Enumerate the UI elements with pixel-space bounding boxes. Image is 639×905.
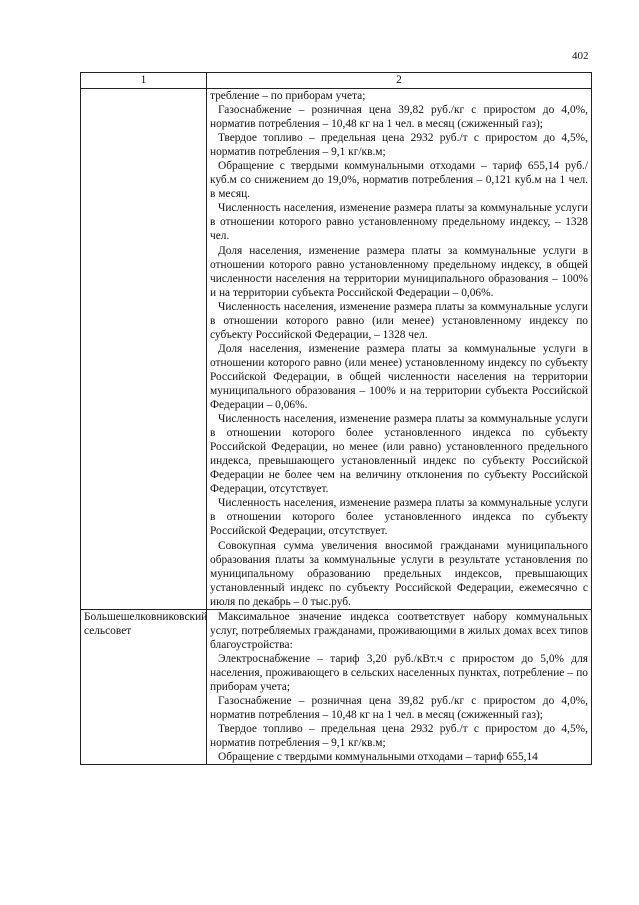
paragraph: Доля населения, изменение размера платы за коммунальные услуги в отношении которого равно установленному предельному индексу, в общей численности населения на территории муниципального образования – 100% и на территории субъекта Российской Федерации – 0,06%. [210,244,588,299]
table-row [81,89,592,610]
page-number: 402 [572,50,589,62]
paragraph: Совокупная сумма увеличения вносимой гражданами муниципального образования платы за коммунальные услуги в результате установления по муниципальному образованию предельных индексов, превышающих установленный индекс по субъекту Российской Федерации, ежемесячно с июля по декабрь – 0 тыс.руб. [210,539,588,608]
subdivision-name-cell [81,89,207,610]
table-header-row [81,73,592,89]
paragraph: Обращение с твердыми коммунальными отходами – тариф 655,14 руб./куб.м со снижением до 19,0%, норматив потребления – 0,121 куб.м на 1 чел. в месяц. [210,160,588,201]
paragraph: Численность населения, изменение размера платы за коммунальные услуги в отношении которого более установленного индекса по субъекту Российской Федерации, но менее (или равно) установленного предельного индекса, превышающего установленный индекс по субъекту Российской Федерации не более чем на величину отклонения по субъекту Российской Федерации, отсутствует. [210,413,588,496]
subdivision-name-cell: Большешелковниковский сельсовет [81,609,207,765]
tariff-description-cell [207,609,592,765]
paragraph: Обращение с твердыми коммунальными отходами – тариф 655,14 [218,751,538,764]
paragraph: Твердое топливо – предельная цена 2932 руб./т с приростом до 4,5%, норматив потребления – 9,1 кг/кв.м; [210,723,588,750]
paragraph: Газоснабжение – розничная цена 39,82 руб./кг с приростом до 4,0%, норматив потребления – 10,48 кг на 1 чел. в месяц (сжиженный газ); [210,695,588,722]
paragraph: Численность населения, изменение размера платы за коммунальные услуги в отношении которого равно установленному предельному индексу, – 1328 чел. [210,202,588,243]
paragraph: Газоснабжение – розничная цена 39,82 руб./кг с приростом до 4,0%, норматив потребления – 10,48 кг на 1 чел. в месяц (сжиженный газ); [210,104,588,131]
paragraph: Твердое топливо – предельная цена 2932 руб./т с приростом до 4,5%, норматив потребления – 9,1 кг/кв.м; [210,132,588,159]
paragraph: Доля населения, изменение размера платы за коммунальные услуги в отношении которого равно (или менее) установленному индексу по субъекту Российской Федерации, в общей численности населения на территории муниципального образования – 100% и на территории субъекта Российской Федерации – 0,06%. [210,342,588,412]
column-header-1: 1 [81,73,207,89]
document-table [80,72,592,765]
paragraph: Численность населения, изменение размера платы за коммунальные услуги в отношении которого равно (или менее) установленному индексу по субъекту Российской Федерации, – 1328 чел. [210,300,588,341]
tariff-description-cell [207,89,592,610]
paragraph: требление – по приборам учета; [210,90,366,102]
paragraph: Численность населения, изменение размера платы за коммунальные услуги в отношении которого более установленного индекса по субъекту Российской Федерации, отсутствует. [210,497,588,538]
column-header-2: 2 [207,73,592,89]
table-row [81,609,592,765]
paragraph: Электроснабжение – тариф 3,20 руб./кВт.ч с приростом до 5,0% для населения, проживающего в сельских населенных пунктах, потребление – по приборам учета; [210,652,588,693]
paragraph: Максимальное значение индекса соответствует набору коммунальных услуг, потребляемых гражданами, проживающими в жилых домах всех типов благоустройства: [210,610,588,651]
